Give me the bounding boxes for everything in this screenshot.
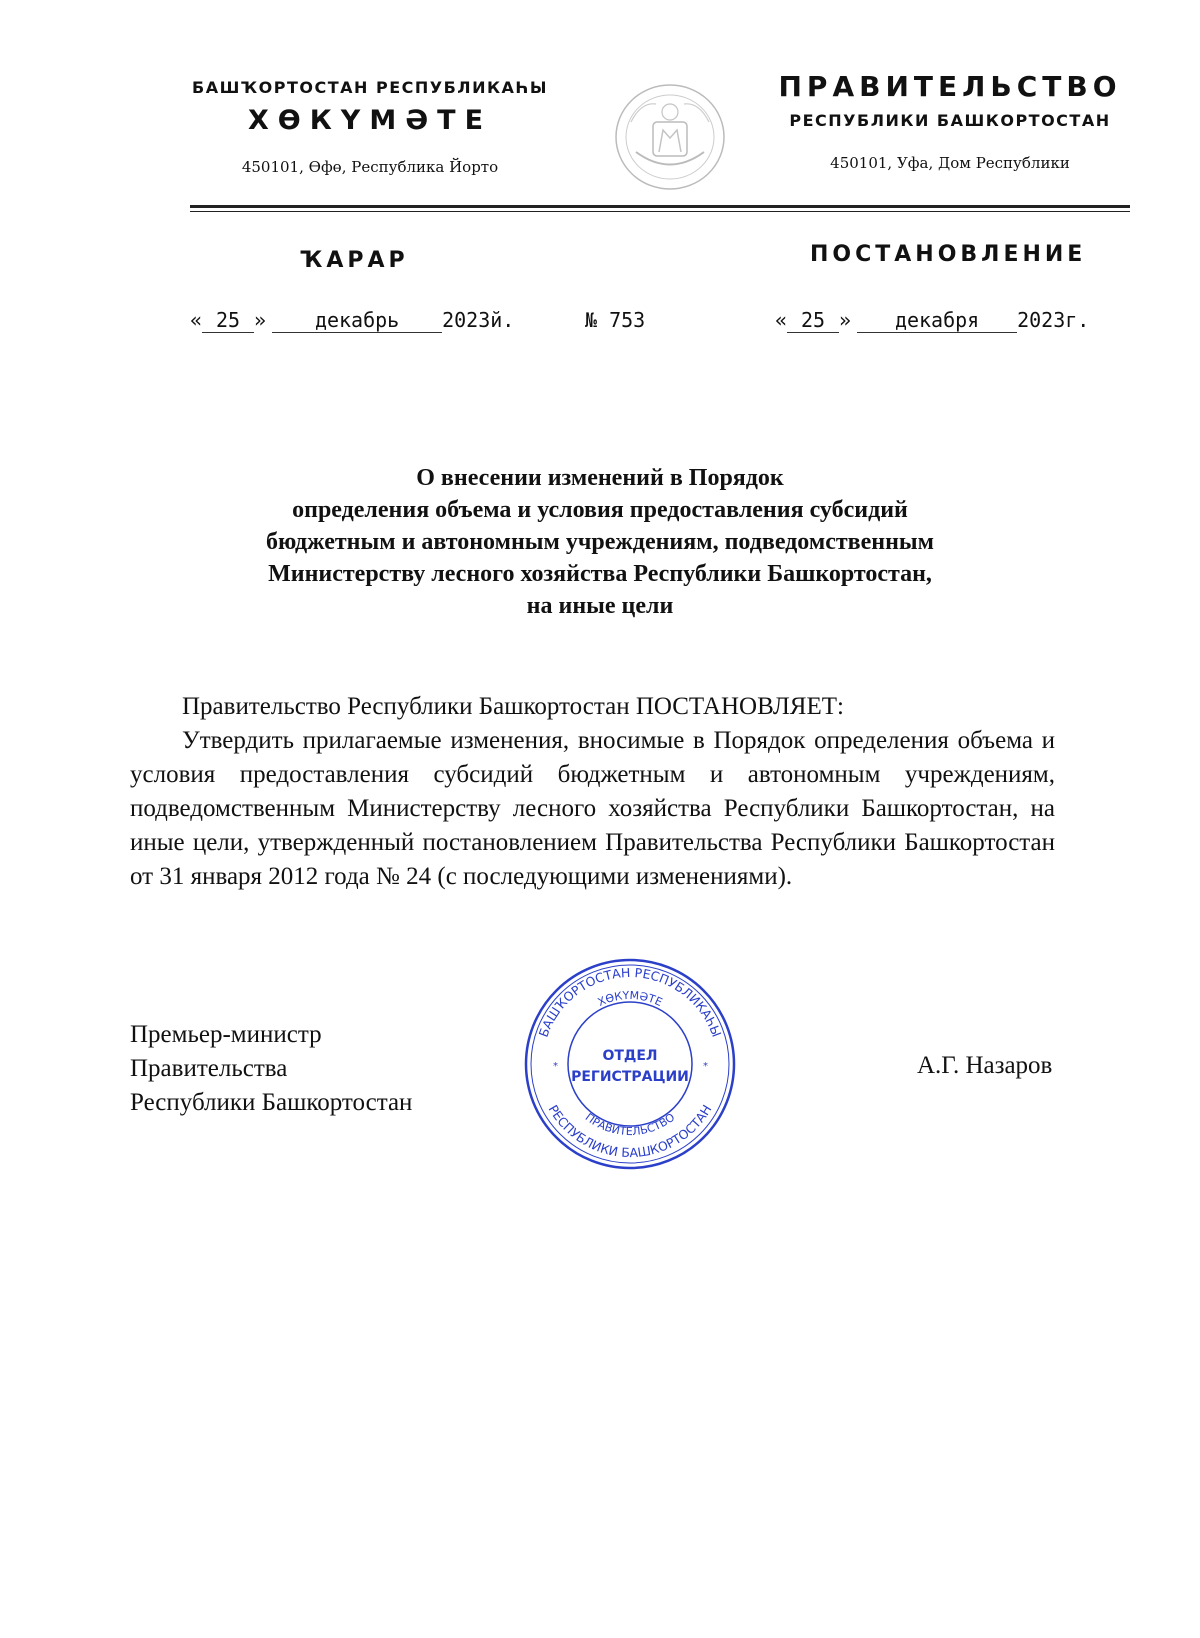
date-russian — [775, 308, 1089, 333]
header-right-block — [770, 70, 1130, 172]
stamp-inner-top: ХӨКҮМӘТЕ — [595, 988, 665, 1010]
date-month: декабря — [857, 308, 1017, 333]
date-open-quote: « — [190, 308, 203, 332]
header-left-government: ХӨКҮМӘТЕ — [247, 105, 493, 136]
header-right-republic: РЕСПУБЛИКИ БАШКОРТОСТАН — [789, 111, 1111, 130]
date-day: 25 — [202, 308, 254, 333]
header-left-address: 450101, Өфө, Республика Йорто — [241, 158, 499, 176]
title-line: О внесении изменений в Порядок — [416, 465, 784, 491]
stamp-inner-bottom: ПРАВИТЕЛЬСТВО — [582, 1110, 678, 1139]
stamp-outer-top: БАШҠОРТОСТАН РЕСПУБЛИКАҺЫ — [535, 964, 725, 1039]
header-divider-thin — [190, 211, 1130, 212]
date-month: декабрь — [272, 308, 442, 333]
registration-stamp — [523, 957, 737, 1171]
stamp-star-left: * — [553, 1061, 558, 1072]
coat-of-arms-emblem — [611, 82, 729, 192]
header-left-republic: БАШҠОРТОСТАН РЕСПУБЛИКАҺЫ — [192, 78, 548, 97]
stamp-outer-bottom: РЕСПУБЛИКИ БАШКОРТОСТАН — [545, 1102, 715, 1161]
title-line: бюджетным и автономным учреждениям, подведомственным — [266, 529, 934, 555]
date-year: 2023г. — [1017, 308, 1090, 332]
position-line: Правительства — [130, 1055, 288, 1082]
document-title — [150, 462, 1050, 622]
date-close-quote: » — [839, 308, 852, 332]
document-body — [130, 690, 1055, 894]
header-right-address: 450101, Уфа, Дом Республики — [830, 154, 1070, 172]
stamp-star-right: * — [703, 1061, 708, 1072]
date-open-quote: « — [775, 308, 788, 332]
signatory-name: А.Г. Назаров — [917, 1052, 1053, 1079]
date-year: 2023й. — [442, 308, 515, 332]
stamp-center-line1: ОТДЕЛ — [602, 1048, 658, 1064]
doc-type-russian: ПОСТАНОВЛЕНИЕ — [810, 242, 1087, 267]
position-line: Премьер-министр — [130, 1021, 322, 1048]
signature-position — [130, 1018, 412, 1120]
body-paragraph-approve: Утвердить прилагаемые изменения, вносимые в Порядок определения объема и условия предоставления субсидий бюджетным и автономным учреждениям, подведомственным Министерству лесного хозяйства Республики Башкортостан, на иные цели, утвержденный постановлением Правительства Республики Башкортостан от 31 января 2012 года № 24 (с последующими изменениями). — [130, 727, 1055, 890]
title-line: на иные цели — [526, 593, 674, 619]
stamp-center-line2: РЕГИСТРАЦИИ — [571, 1069, 689, 1085]
header-divider — [190, 205, 1130, 208]
title-line: Министерству лесного хозяйства Республики Башкортостан, — [268, 561, 932, 587]
body-paragraph-resolves: Правительство Республики Башкортостан ПОСТАНОВЛЯЕТ: — [182, 693, 844, 720]
position-line: Республики Башкортостан — [130, 1089, 413, 1116]
header-left-block — [180, 78, 560, 176]
date-close-quote: » — [254, 308, 267, 332]
date-day: 25 — [787, 308, 839, 333]
date-bashkir — [190, 308, 514, 333]
title-line: определения объема и условия предоставления субсидий — [292, 497, 908, 523]
doc-type-bashkir: ҠАРАР — [300, 248, 409, 273]
header-right-government: ПРАВИТЕЛЬСТВО — [778, 70, 1122, 103]
document-number: № 753 — [585, 308, 646, 332]
